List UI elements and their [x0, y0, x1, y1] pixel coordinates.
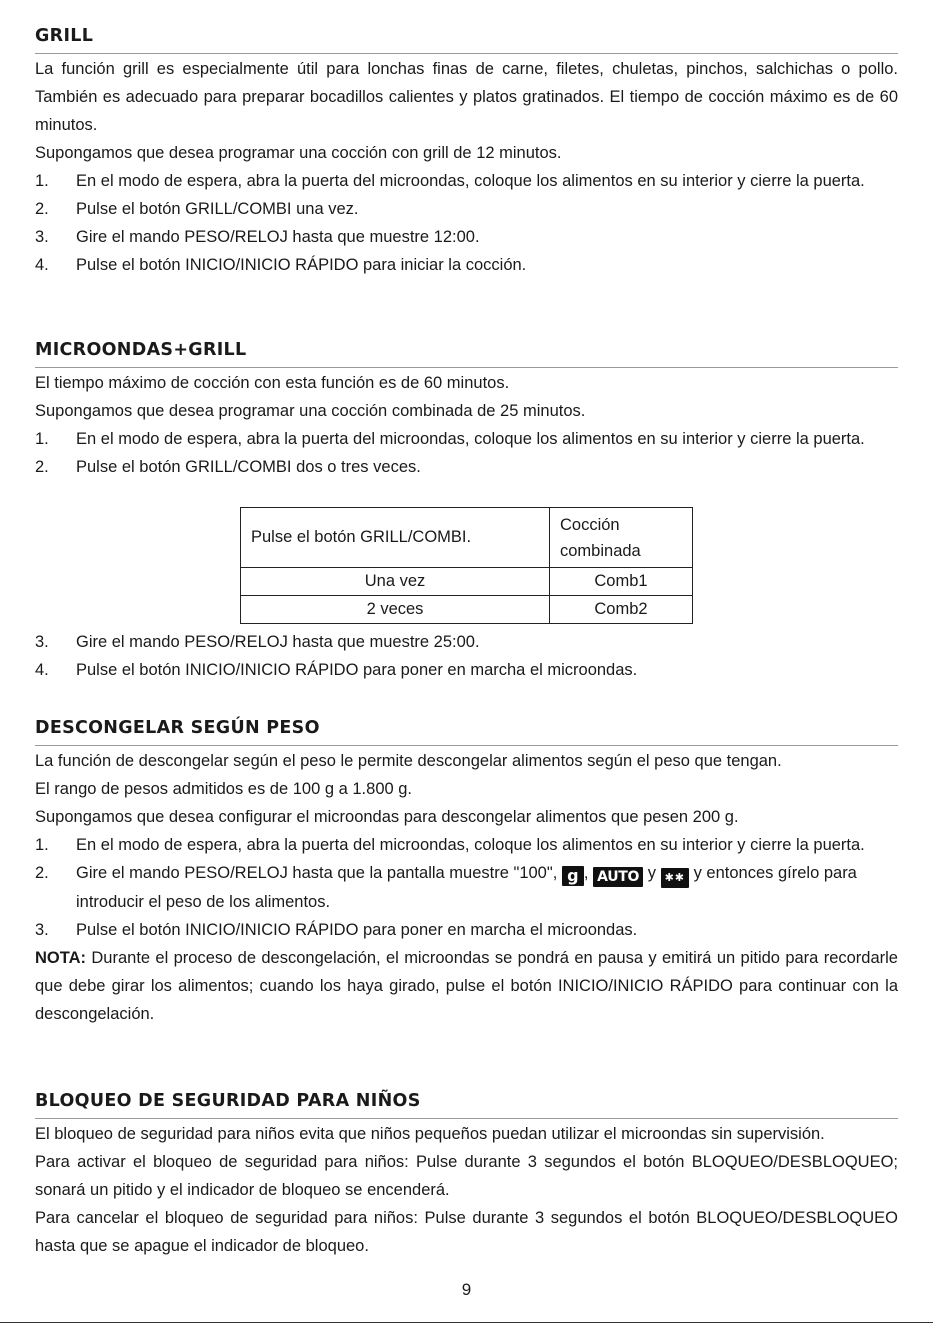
lock-activate: Para activar el bloqueo de seguridad para niños: Pulse durante 3 segundos el botón BLOQUEO/DESBLOQUEO; sonará un pitido y el indicador de bloqueo se encenderá. — [35, 1153, 898, 1199]
note-label: NOTA: — [35, 949, 87, 967]
combi-table-cell: 2 veces — [241, 596, 550, 624]
defrost-step2-text-b: y entonces gírelo para introducir el peso de los alimentos. — [76, 864, 857, 911]
combi-step: 2. Pulse el botón GRILL/COMBI dos o tres veces. — [35, 458, 421, 476]
grill-step: 2. Pulse el botón GRILL/COMBI una vez. — [35, 200, 359, 218]
grill-step: 3. Gire el mando PESO/RELOJ hasta que muestre 12:00. — [35, 228, 480, 246]
defrost-note: NOTA: Durante el proceso de descongelación, el microondas se pondrá en pausa y emitirá un pitido para recordarle que debe girar los alimentos; cuando los haya girado, pulse el botón INICIO/INICIO RÁPIDO para continuar con la descongelación. — [35, 949, 898, 1023]
combi-table-header-right: Cocción combinada — [550, 508, 693, 568]
section-combi — [35, 340, 898, 481]
section-title-combi: MICROONDAS+GRILL — [35, 340, 898, 368]
lock-intro: El bloqueo de seguridad para niños evita que niños pequeños puedan utilizar el microondas sin supervisión. — [35, 1125, 825, 1143]
page-number: 9 — [461, 1280, 472, 1299]
defrost-icon: ✱✱ — [661, 868, 689, 888]
section-defrost — [35, 718, 898, 1028]
section-child-lock — [35, 1091, 898, 1260]
combi-step: 3. Gire el mando PESO/RELOJ hasta que muestre 25:00. — [35, 633, 480, 651]
combi-intro: El tiempo máximo de cocción con esta función es de 60 minutos. — [35, 374, 510, 392]
grill-step: 4. Pulse el botón INICIO/INICIO RÁPIDO para iniciar la cocción. — [35, 256, 527, 274]
weight-g-icon: g — [562, 866, 584, 886]
combi-table-cell: Comb1 — [550, 568, 693, 596]
defrost-step: 2. Gire el mando PESO/RELOJ hasta que la pantalla muestre "100", g , AUTO y ✱✱ y entonces gírelo para introducir el peso de los alimentos. — [35, 864, 857, 911]
defrost-step2-text-a: Gire el mando PESO/RELOJ hasta que la pantalla muestre "100", — [76, 864, 558, 882]
combi-table-cell: Una vez — [241, 568, 550, 596]
auto-icon: AUTO — [593, 867, 643, 887]
combi-table-header-left: Pulse el botón GRILL/COMBI. — [241, 508, 550, 568]
section-title-child-lock: BLOQUEO DE SEGURIDAD PARA NIÑOS — [35, 1091, 898, 1119]
footer-rule — [0, 1322, 933, 1323]
defrost-intro: La función de descongelar según el peso le permite descongelar alimentos según el peso que tengan. — [35, 752, 782, 770]
combi-step: 1. En el modo de espera, abra la puerta del microondas, coloque los alimentos en su interior y cierre la puerta. — [35, 430, 865, 448]
defrost-example: Supongamos que desea configurar el microondas para descongelar alimentos que pesen 200 g. — [35, 808, 739, 826]
grill-example: Supongamos que desea programar una cocción con grill de 12 minutos. — [35, 144, 562, 162]
combi-example: Supongamos que desea programar una cocción combinada de 25 minutos. — [35, 402, 586, 420]
section-title-grill: GRILL — [35, 26, 898, 54]
defrost-step: 3. Pulse el botón INICIO/INICIO RÁPIDO para poner en marcha el microondas. — [35, 921, 638, 939]
combi-step: 4. Pulse el botón INICIO/INICIO RÁPIDO para poner en marcha el microondas. — [35, 661, 638, 679]
section-grill — [35, 26, 898, 279]
defrost-step: 1. En el modo de espera, abra la puerta del microondas, coloque los alimentos en su interior y cierre la puerta. — [35, 836, 865, 854]
combi-steps-after-table — [35, 628, 898, 684]
defrost-range: El rango de pesos admitidos es de 100 g a 1.800 g. — [35, 780, 413, 798]
section-title-defrost: DESCONGELAR SEGÚN PESO — [35, 718, 898, 746]
grill-intro: La función grill es especialmente útil para lonchas finas de carne, filetes, chuletas, pinchos, salchichas o pollo. También es adecuado para preparar bocadillos calientes y platos gratinados. El tiempo de cocción máximo es de 60 minutos. — [35, 60, 898, 134]
lock-cancel: Para cancelar el bloqueo de seguridad para niños: Pulse durante 3 segundos el botón BLOQUEO/DESBLOQUEO hasta que se apague el indicador de bloqueo. — [35, 1209, 898, 1255]
combi-table — [240, 507, 693, 624]
grill-step: 1. En el modo de espera, abra la puerta del microondas, coloque los alimentos en su interior y cierre la puerta. — [35, 172, 865, 190]
combi-table-cell: Comb2 — [550, 596, 693, 624]
